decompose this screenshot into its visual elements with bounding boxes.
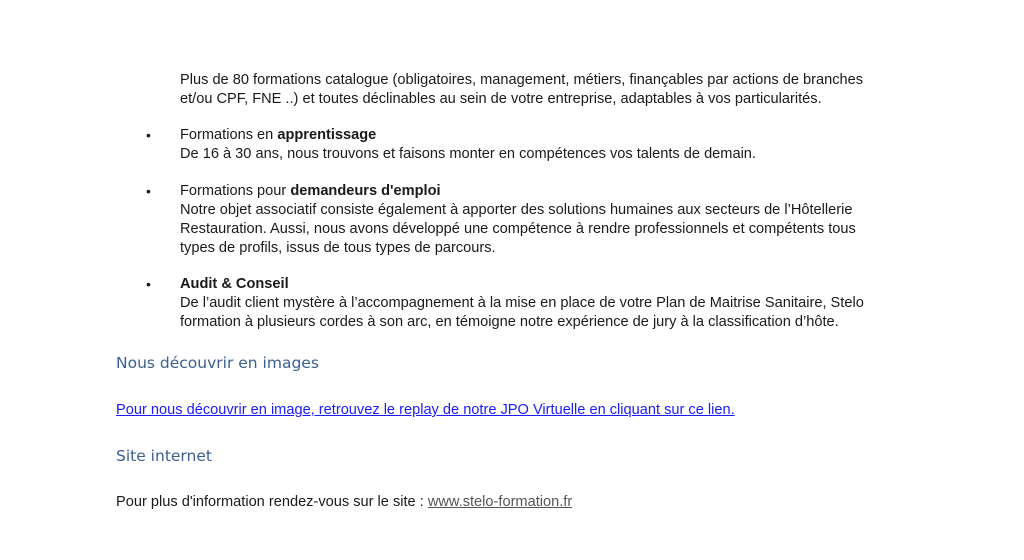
intro-line: et/ou CPF, FNE ..) et toutes déclinables au sein de votre entreprise, adaptables à vos particularités. (180, 91, 822, 107)
list-item-line: De 16 à 30 ans, nous trouvons et faisons monter en compétences vos talents de demain. (180, 146, 756, 162)
bullet-icon: • (146, 276, 151, 292)
list-item-apprentissage (180, 126, 756, 164)
list-item-title-bold: apprentissage (277, 127, 377, 143)
site-info-text: Pour plus d'information rendez-vous sur le site : (116, 494, 428, 510)
list-item-line: types de profils, issus de tous types de parcours. (180, 240, 496, 256)
intro-line: Plus de 80 formations catalogue (obligatoires, management, métiers, finançables par actions de branches (180, 72, 864, 88)
list-item-audit-conseil (180, 275, 864, 332)
bullet-icon: • (146, 127, 151, 143)
list-item-title-prefix: Formations pour (180, 183, 291, 199)
list-item-title-bold: demandeurs d'emploi (290, 183, 441, 199)
list-item-demandeurs-emploi (180, 182, 856, 258)
intro-paragraph (180, 71, 863, 109)
list-item-line: De l’audit client mystère à l’accompagnement à la mise en place de votre Plan de Maitrise Sanitaire, Stelo (180, 295, 864, 311)
site-info-line (116, 494, 572, 510)
list-item-line: Restauration. Aussi, nous avons développé une compétence à rendre professionnels et compétents tous (180, 221, 856, 237)
list-item-line: Notre objet associatif consiste également à apporter des solutions humaines aux secteurs de l’Hôtellerie (180, 202, 853, 218)
list-item-title (180, 126, 756, 145)
list-item-title-prefix: Formations en (180, 127, 278, 143)
list-item-title-bold: Audit & Conseil (180, 276, 289, 292)
jpo-replay-link[interactable]: Pour nous découvrir en image, retrouvez le replay de notre JPO Virtuelle en cliquant sur ce lien. (116, 402, 735, 418)
list-item-line: formation à plusieurs cordes à son arc, en témoigne notre expérience de jury à la classification d’hôte. (180, 314, 839, 330)
list-item-title (180, 275, 864, 294)
website-link[interactable]: www.stelo-formation.fr (427, 494, 573, 510)
bullet-icon: • (146, 183, 151, 199)
list-item-title (180, 182, 856, 201)
section-heading-site: Site internet (116, 447, 212, 465)
section-heading-images: Nous découvrir en images (116, 354, 319, 372)
